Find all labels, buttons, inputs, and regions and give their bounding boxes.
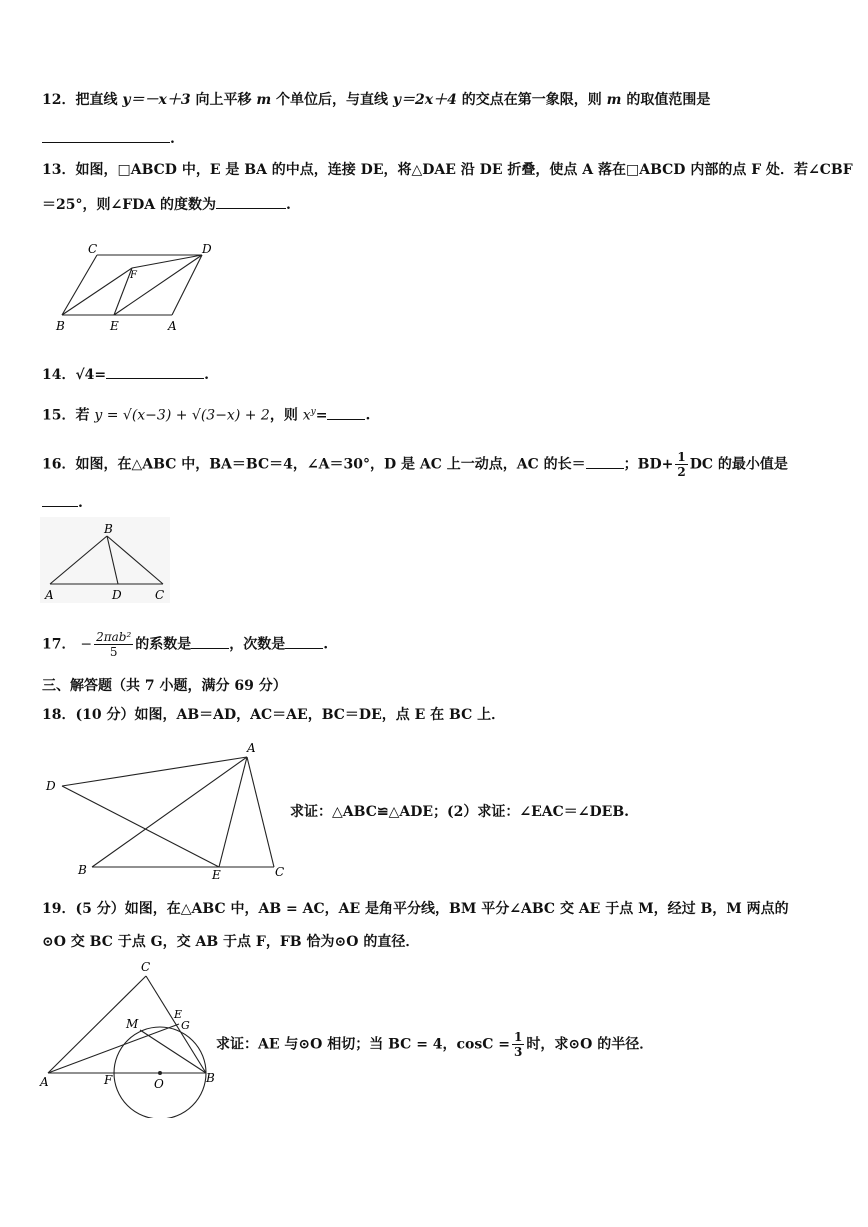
question-12: [42, 90, 710, 110]
q19-label-f: F: [104, 1073, 113, 1087]
q18-triangles-figure: [40, 738, 290, 880]
q19-proof-statement: [216, 1030, 653, 1059]
q13-label-f: F: [130, 270, 137, 281]
q15-answer-blank[interactable]: [327, 405, 365, 420]
q15-text-b: ，则: [269, 407, 298, 424]
q16-end: .: [78, 495, 83, 511]
q19-label-o: O: [154, 1077, 164, 1091]
q17-text-b: ，次数是: [229, 636, 286, 653]
q17-fraction-numerator: 2πab²: [96, 630, 132, 644]
q16-answer-line: [42, 492, 83, 513]
q15-base-x: x: [302, 407, 311, 424]
q13-line-1: 13．如图，□ABCD 中，E 是 BA 的中点，连接 DE，将△DAE 沿 DE 折叠，使点 A 落在□ABCD 内部的点 F 处．若∠CBF: [42, 162, 853, 178]
q16-fraction-numerator: 1: [677, 450, 686, 464]
q19-fraction-numerator: 1: [514, 1030, 523, 1044]
q12-end: .: [170, 131, 175, 147]
q19-fraction-denominator: 3: [514, 1045, 523, 1059]
q19-line-2: ⊙O 交 BC 于点 G，交 AB 于点 F，FB 恰为⊙O 的直径．: [42, 934, 420, 950]
q14-answer-blank[interactable]: [106, 364, 204, 379]
q18-label-b: B: [78, 863, 87, 877]
q12-answer-blank[interactable]: [42, 128, 170, 143]
q19-prove-b: 时，求⊙O 的半径．: [526, 1036, 654, 1053]
q16-label-c: C: [155, 588, 165, 602]
q12-text-e: 的取值范围是: [626, 92, 711, 108]
q12-variable-m: m: [256, 92, 272, 108]
q16-fraction-denominator: 2: [677, 465, 686, 479]
q17-number: 17．: [42, 636, 76, 653]
q13-line-2a: ＝25°，则∠FDA 的度数为: [42, 197, 217, 213]
q19-circle-figure: [36, 956, 226, 1118]
q12-text-b: 向上平移: [195, 92, 252, 108]
q17-answer-blank-2[interactable]: [285, 634, 323, 649]
q12-equation-1: y＝－x＋3: [122, 92, 191, 108]
q16-label-d: D: [112, 588, 122, 602]
q16-fraction: [675, 450, 687, 479]
q17-fraction: [94, 630, 133, 659]
q13-label-c: C: [88, 242, 98, 256]
q19-label-c: C: [141, 960, 151, 974]
q12-text-c: 个单位后，与直线: [276, 92, 389, 108]
q18-label-e: E: [212, 868, 221, 880]
q19-prove-a: 求证：AE 与⊙O 相切；当 BC = 4，cosC =: [216, 1036, 511, 1053]
q13-label-a: A: [168, 319, 177, 333]
q16-label-a: A: [45, 588, 54, 602]
question-16: [42, 450, 788, 479]
q15-text-c: =: [315, 407, 328, 424]
q14-expression: √4=: [75, 367, 107, 383]
q15-end: .: [365, 407, 371, 424]
q13-label-b: B: [56, 319, 65, 333]
q13-answer-blank[interactable]: [216, 194, 286, 209]
q13-parallelogram-figure: [52, 238, 222, 334]
q19-label-e: E: [174, 1008, 183, 1021]
q15-number: 15．: [42, 407, 76, 424]
question-15: [42, 402, 370, 426]
q18-label-d: D: [46, 779, 56, 793]
q18-label-a: A: [247, 741, 256, 755]
q14-end: .: [204, 367, 210, 383]
question-17: [42, 630, 328, 659]
q12-answer-line: [42, 128, 175, 149]
q17-minus-sign: −: [80, 636, 93, 653]
q15-exponent-y: y: [310, 407, 316, 417]
q18-label-c: C: [275, 865, 285, 879]
q16-line-1c: DC 的最小值是: [689, 456, 788, 473]
q16-label-b: B: [104, 522, 113, 536]
q17-answer-blank-1[interactable]: [191, 634, 229, 649]
q17-end: .: [323, 636, 329, 653]
q16-triangle-figure: [40, 517, 170, 603]
q19-fraction: [512, 1030, 524, 1059]
q17-fraction-denominator: 5: [109, 645, 118, 659]
q14-number: 14．: [42, 367, 76, 383]
q13-end: .: [286, 197, 291, 213]
q16-answer-blank-2[interactable]: [42, 492, 78, 507]
q15-text-a: 若: [75, 407, 90, 424]
q12-text-a: 把直线: [75, 92, 118, 108]
q18-line-1: 18．(10 分）如图，AB＝AD，AC＝AE，BC＝DE，点 E 在 BC 上．: [42, 707, 506, 723]
q13-label-e: E: [110, 319, 119, 333]
q13-line-2: [42, 194, 291, 215]
q19-label-b: B: [206, 1071, 215, 1085]
q12-text-d: 的交点在第一象限，则: [461, 92, 602, 108]
q17-text-a: 的系数是: [135, 636, 192, 653]
q18-proof-statement: 求证：△ABC≌△ADE；(2）求证：∠EAC＝∠DEB.: [290, 804, 630, 820]
q19-line-1: 19．(5 分）如图，在△ABC 中，AB = AC，AE 是角平分线，BM 平分∠ABC 交 AE 于点 M，经过 B，M 两点的: [42, 901, 789, 917]
q12-equation-2: y＝2x＋4: [392, 92, 457, 108]
q19-label-g: G: [181, 1019, 190, 1032]
q15-equation: y = √(x−3) + √(3−x) + 2: [94, 407, 270, 424]
q19-center-point: [158, 1071, 162, 1075]
q16-line-1b: ；BD+: [623, 456, 674, 473]
q12-variable-m-2: m: [606, 92, 622, 108]
q13-label-d: D: [202, 242, 212, 256]
q16-answer-blank-1[interactable]: [586, 454, 624, 469]
section-3-title: 三、解答题（共 7 小题，满分 69 分）: [42, 678, 287, 694]
question-14: [42, 364, 209, 385]
q16-line-1a: 16．如图，在△ABC 中，BA＝BC＝4，∠A＝30°，D 是 AC 上一动点，AC 的长＝: [42, 456, 586, 473]
q19-label-m: M: [126, 1017, 139, 1031]
q12-number: 12．: [42, 92, 76, 108]
q19-label-a: A: [40, 1075, 49, 1089]
